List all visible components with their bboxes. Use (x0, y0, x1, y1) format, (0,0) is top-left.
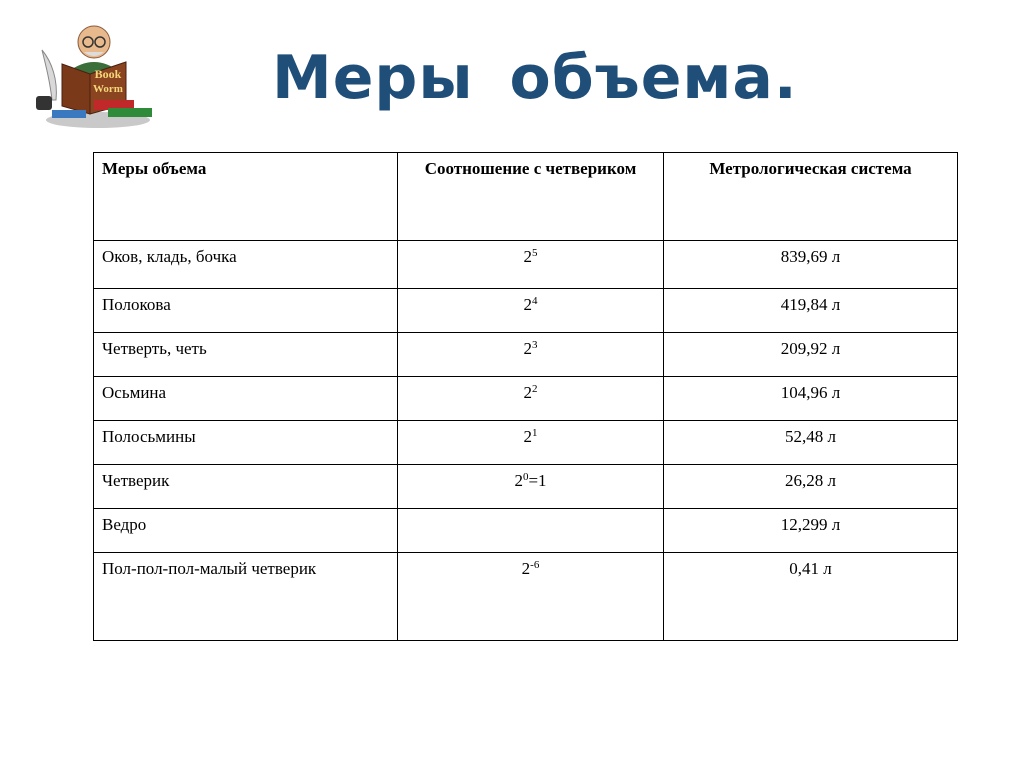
measure-name: Полосьмины (94, 421, 398, 465)
measure-name: Оков, кладь, бочка (94, 241, 398, 289)
ratio-base: 2 (523, 427, 532, 446)
ratio-exponent: 0 (522, 471, 529, 483)
table-row (94, 241, 958, 289)
header-measure: Меры объема (94, 153, 398, 241)
metric-value: 839,69 л (664, 241, 958, 289)
ratio-base: 2 (523, 383, 532, 402)
ratio-cell (398, 421, 664, 465)
ratio-base: 2 (523, 295, 532, 314)
ratio-tail: =1 (528, 471, 547, 490)
measure-name: Четверть, четь (94, 333, 398, 377)
table-row (94, 377, 958, 421)
volume-measures-table (93, 152, 958, 641)
metric-value: 26,28 л (664, 465, 958, 509)
header-ratio: Соотношение с четвериком (398, 153, 664, 241)
table-row (94, 333, 958, 377)
ratio-cell (398, 553, 664, 641)
ratio-cell (398, 289, 664, 333)
ratio-exponent: 3 (532, 339, 538, 351)
book-worm-logo-icon (28, 22, 158, 132)
metric-value: 0,41 л (664, 553, 958, 641)
ratio-cell (398, 509, 664, 553)
logo-text-worm: Worm (93, 83, 123, 95)
ratio-cell (398, 377, 664, 421)
metric-value: 12,299 л (664, 509, 958, 553)
table-row (94, 465, 958, 509)
metric-value: 209,92 л (664, 333, 958, 377)
ratio-cell (398, 333, 664, 377)
ratio-cell (398, 465, 664, 509)
measure-name: Полокова (94, 289, 398, 333)
metric-value: 419,84 л (664, 289, 958, 333)
metric-value: 104,96 л (664, 377, 958, 421)
table-row (94, 421, 958, 465)
ratio-base: 2 (523, 247, 532, 266)
ratio-exponent: 1 (532, 427, 538, 439)
ratio-exponent: -6 (530, 559, 540, 571)
measure-name: Осьмина (94, 377, 398, 421)
metric-value: 52,48 л (664, 421, 958, 465)
measure-name: Ведро (94, 509, 398, 553)
table-row (94, 553, 958, 641)
header-metric: Метрологическая система (664, 153, 958, 241)
header-row (94, 153, 958, 241)
ratio-exponent: 4 (532, 295, 538, 307)
logo-text-book: Book (94, 67, 122, 81)
ratio-exponent: 5 (532, 247, 538, 259)
page-title: Меры объема. (272, 43, 798, 113)
measure-name: Пол-пол-пол-малый четверик (94, 553, 398, 641)
ratio-cell (398, 241, 664, 289)
ratio-exponent: 2 (532, 383, 538, 395)
ratio-base: 2 (523, 339, 532, 358)
ratio-base: 2 (514, 471, 523, 490)
ratio-base: 2 (521, 559, 531, 578)
table-row (94, 289, 958, 333)
measure-name: Четверик (94, 465, 398, 509)
table-row (94, 509, 958, 553)
